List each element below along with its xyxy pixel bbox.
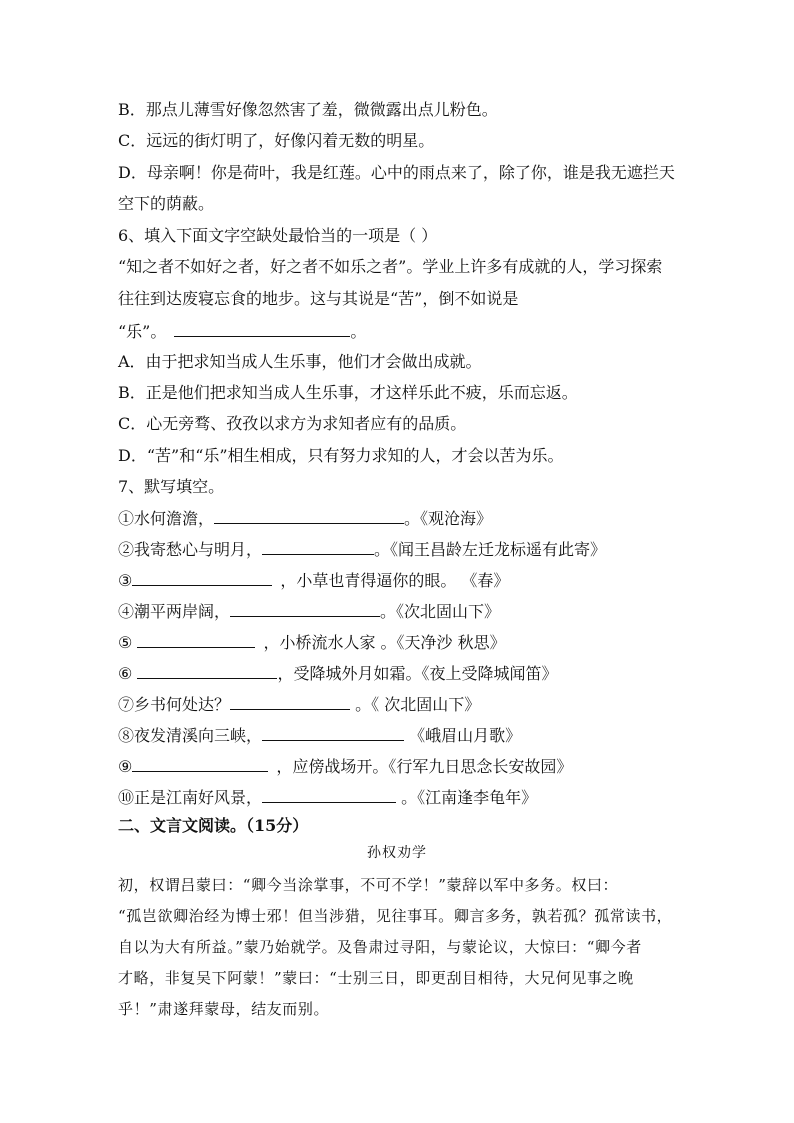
q7-item-post: 。《闻王昌龄左迁龙标遥有此寄》 [374,540,607,559]
q7-item-pre: ⑧夜发清溪向三峡， [118,726,263,745]
q7-item-8 [118,724,521,747]
q5-option-b: B．那点儿薄雪好像忽然害了羞，微微露出点儿粉色。 [118,100,498,119]
q7-item-post: ，受降城外月如霜。《夜上受降城闻笛》 [277,664,558,683]
passage-title: 孙权劝学 [367,845,427,861]
q7-item-pre: ④潮平两岸阔， [118,602,231,621]
q6-option-d: D．“苦”和“乐”相生相成，只有努力求知的人，才会以苦为乐。 [118,446,564,465]
q7-item-pre: ⑤ [118,633,138,652]
q7-item-10 [118,786,537,809]
q6-stem: 6、填入下面文字空缺处最恰当的一项是（ ） [118,226,438,245]
q7-stem: 7、默写填空。 [118,477,225,496]
q7-item-post: 。《 次北固山下》 [350,695,481,714]
q7-blank-1[interactable] [214,507,404,524]
q7-item-pre: ⑩正是江南好风景， [118,788,263,807]
q7-item-1 [118,507,492,530]
q6-option-a: A．由于把求知当成人生乐事，他们才会做出成就。 [118,352,482,371]
q7-item-7 [118,693,480,716]
q7-item-9 [118,755,572,778]
q7-item-2 [118,538,606,561]
q7-blank-9[interactable] [132,755,268,772]
q6-passage-lead: “乐”。 [118,322,167,341]
q7-item-pre: ⑦乡书何处达？ [118,695,231,714]
q7-item-pre: ⑨ [118,757,133,776]
q6-passage-line1: “知之者不如好之者，好之者不如乐之者”。学业上许多有成就的人，学习探索 [118,257,663,276]
q5-option-d-line1: D．母亲啊！你是荷叶，我是红莲。心中的雨点来了，除了你，谁是我无遮拦天 [118,163,675,182]
q7-blank-6[interactable] [137,662,277,679]
q5-option-d-line2: 空下的荫蔽。 [118,194,215,213]
q7-blank-2[interactable] [262,538,374,555]
passage-line-3: 自以为大有所益。”蒙乃始就学。及鲁肃过寻阳，与蒙论议，大惊曰：“卿今者 [118,938,642,956]
q6-passage-line2: 往往到达废寝忘食的地步。这与其说是“苦”，倒不如说是 [118,289,519,308]
q7-item-pre: ⑥ [118,664,138,683]
q7-item-post: 。《观沧海》 [404,509,493,528]
q6-passage-line3 [118,320,366,343]
section-heading-classical: 二、文言文阅读。（15分） [118,816,309,835]
q7-item-post: 《峨眉山月歌》 [404,726,522,745]
q7-item-post: ，小桥流水人家 。《天净沙 秋思》 [263,633,506,652]
q7-blank-3[interactable] [132,569,272,586]
q7-item-6 [118,662,557,685]
q7-blank-10[interactable] [262,786,396,803]
q7-blank-5[interactable] [137,631,255,648]
q7-item-post: ，小草也青得逼你的眼。 《春》 [280,571,510,590]
q7-item-post: 。《江南逢李龟年》 [396,788,538,807]
q7-item-pre: ①水何澹澹， [118,509,215,528]
q7-item-4 [118,600,500,623]
q7-item-3 [118,569,509,592]
q7-item-post: ，应傍战场开。《行军九日思念长安故园》 [276,757,573,776]
passage-line-4: 才略，非复吴下阿蒙！”蒙曰：“士别三日，即更刮目相待，大兄何见事之晚 [118,969,634,987]
q6-answer-blank[interactable] [174,320,350,337]
q6-option-b: B．正是他们把求知当成人生乐事，才这样乐此不疲，乐而忘返。 [118,383,578,402]
q7-item-post: 。《次北固山下》 [380,602,501,621]
q6-option-c: C．心无旁骛、孜孜以求方为求知者应有的品质。 [118,414,467,433]
passage-line-2: “孤岂欲卿治经为博士邪！但当涉猎，见往事耳。卿言多务，孰若孤？孤常读书， [118,907,673,925]
q6-passage-end: 。 [350,322,367,341]
q5-option-c: C．远远的街灯明了，好像闪着无数的明星。 [118,131,435,150]
passage-line-1: 初，权谓吕蒙曰：“卿今当涂掌事，不可不学！”蒙辞以军中多务。权曰： [118,876,619,894]
q7-item-pre: ③ [118,571,133,590]
q7-item-pre: ②我寄愁心与明月， [118,540,263,559]
q7-item-5 [118,631,506,654]
q7-blank-7[interactable] [230,693,350,710]
q7-blank-8[interactable] [262,724,404,741]
passage-line-5: 乎！”肃遂拜蒙母，结友而别。 [118,1000,330,1018]
q7-blank-4[interactable] [230,600,380,617]
